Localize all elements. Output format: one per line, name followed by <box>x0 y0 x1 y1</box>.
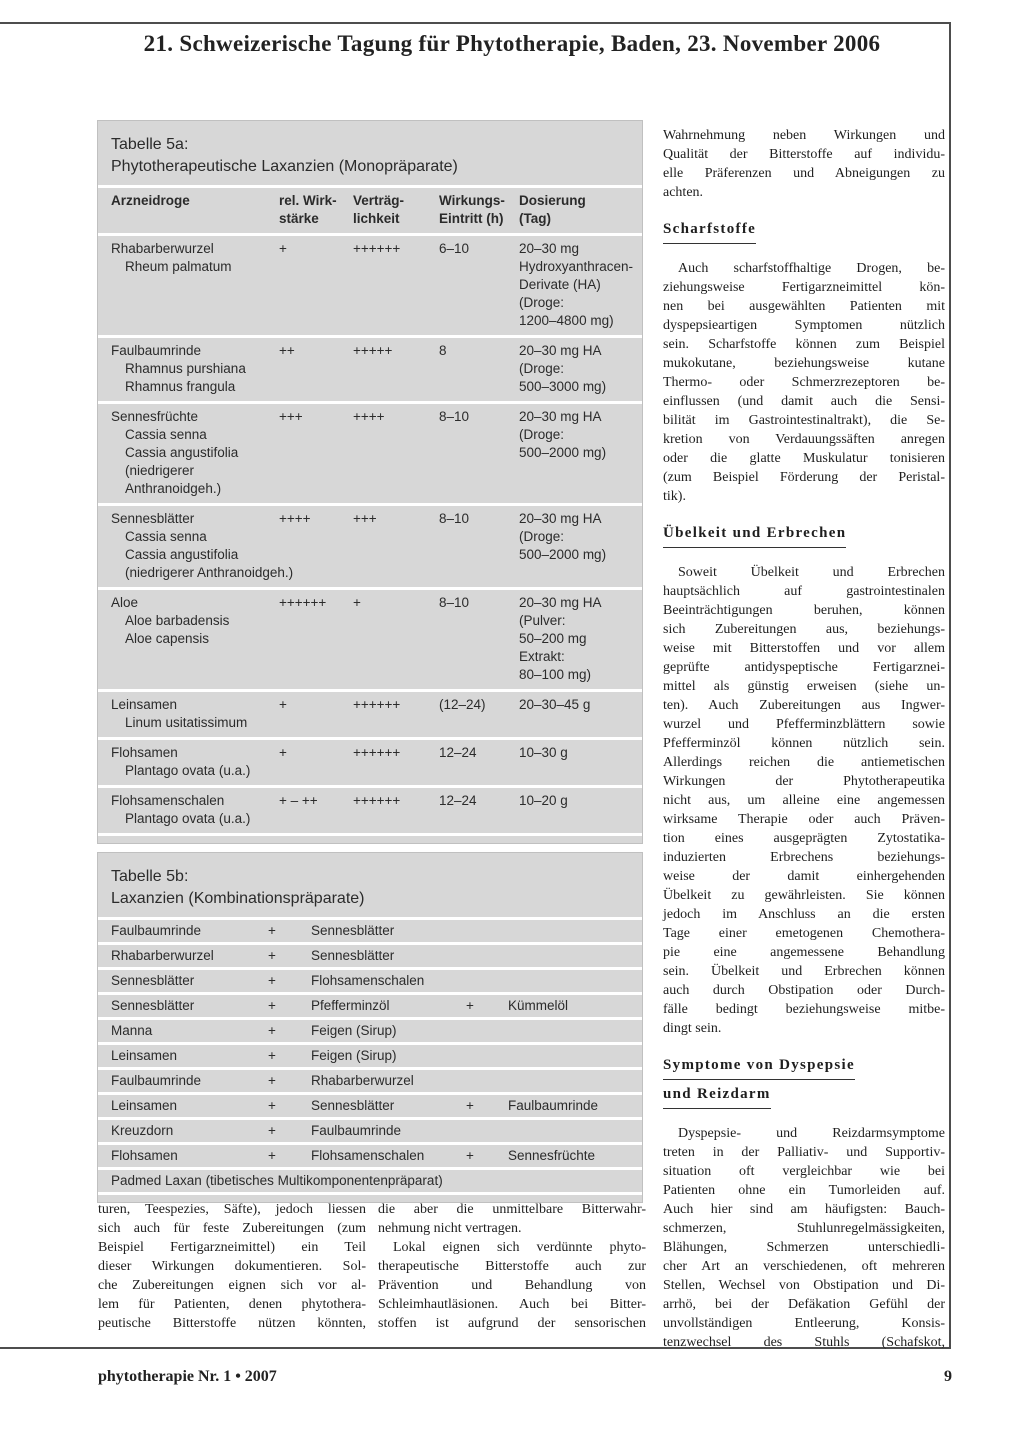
table-5a <box>97 120 643 844</box>
body-text-line: hauptsächlich auf gastrointestinalen <box>663 584 945 599</box>
combination-cell: Kümmelöl <box>508 998 569 1013</box>
body-text-line: Prävention und Behandlung von <box>378 1278 646 1293</box>
tolerance-cell <box>353 792 439 828</box>
body-text-line: elle Präferenzen und Abneigungen zu <box>663 166 945 181</box>
latin-name-line: Rheum palmatum <box>125 259 232 274</box>
dosage-line: 20–30 mg HA <box>519 343 602 358</box>
body-text-line: cher Art an verschiedenen, oft mehreren <box>663 1259 945 1274</box>
combination-cell: + <box>268 948 276 963</box>
body-text-line: mittel als günstig erweisen (siehe un- <box>663 679 945 694</box>
table-5a-row <box>98 335 642 401</box>
tolerance-cell <box>353 594 439 684</box>
latin-name-line: Aloe capensis <box>125 631 210 646</box>
combination-cell: Rhabarberwurzel <box>311 1073 414 1088</box>
tolerance-cell <box>353 342 439 396</box>
dosage-line: 20–30 mg HA <box>519 409 602 424</box>
body-text-line: Schleimhautläsionen. Auch bei Bitter- <box>378 1297 646 1312</box>
body-text-line: sich Zubereitungen aus, beziehungs- <box>663 622 945 637</box>
table-5b-row <box>98 917 642 942</box>
tolerance-cell <box>353 408 439 498</box>
dosage-line: Derivate (HA) <box>519 277 601 292</box>
dosage-cell <box>519 510 636 582</box>
body-text-line: achten. <box>663 185 704 200</box>
latin-name-line: Plantago ovata (u.a.) <box>125 763 251 778</box>
table-5b-rows <box>98 917 642 1192</box>
latin-name-line: Cassia angustifolia <box>125 547 239 562</box>
onset-cell <box>439 594 519 684</box>
table-5b-row <box>98 942 642 967</box>
onset-cell <box>439 342 519 396</box>
body-text-line: weise mit Bitterstoffen und vor allem <box>663 641 945 656</box>
dosage-line: (Droge: <box>519 529 565 544</box>
onset-cell <box>439 792 519 828</box>
column-header-line: Wirkungs- <box>439 193 505 208</box>
drug-name-cell <box>111 408 279 498</box>
latin-name-line: Aloe barbadensis <box>125 613 230 628</box>
body-text-line: Beispiel Fertigarzneimittel) ein Teil <box>98 1240 366 1255</box>
onset-cell <box>439 696 519 732</box>
latin-name-line: Anthranoidgeh.) <box>125 481 222 496</box>
onset-cell-value: (12–24) <box>439 697 486 712</box>
drug-name-line: Sennesblätter <box>111 511 195 526</box>
body-text-line: pie eine angemessene Behandlung <box>663 945 945 960</box>
table-5b <box>97 852 643 1203</box>
body-text-line: peutische Bitterstoffe nützen könnten, <box>98 1316 366 1331</box>
paragraph <box>663 126 945 202</box>
table-5b-row <box>98 1042 642 1067</box>
table-5a-row <box>98 503 642 587</box>
dosage-cell <box>519 408 636 498</box>
combination-cell: + <box>268 923 276 938</box>
body-text-line: jedoch im Anschluss an die ersten <box>663 907 945 922</box>
onset-cell <box>439 510 519 582</box>
combination-cell <box>508 1122 636 1139</box>
bottom-left-column <box>98 1200 366 1333</box>
table-5a-end-rule <box>98 833 642 843</box>
dosage-line: 20–30 mg HA <box>519 511 602 526</box>
combination-cell: + <box>268 1023 276 1038</box>
body-text-line: die aber die unmittelbare Bitterwahr- <box>378 1202 646 1217</box>
body-text-line: situation oft vergleichbar wie bei <box>663 1164 945 1179</box>
paragraph <box>378 1238 646 1333</box>
combination-cell: Feigen (Sirup) <box>311 1023 397 1038</box>
dosage-cell <box>519 594 636 684</box>
table-5b-row-full <box>98 1167 642 1192</box>
bottom-middle-column <box>378 1200 646 1333</box>
strength-cell-value: ++++++ <box>279 595 327 610</box>
combination-cell: + <box>268 973 276 988</box>
table-5a-column-header <box>439 192 519 228</box>
combination-cell: + <box>268 1048 276 1063</box>
strength-cell-value: +++ <box>279 409 303 424</box>
combination-cell <box>466 1072 508 1089</box>
strength-cell-value: + – ++ <box>279 793 318 808</box>
table-5a-header-row <box>98 185 642 233</box>
drug-name-line: Sennesfrüchte <box>111 409 199 424</box>
body-text-line: auch durch Obstipation oder Durch- <box>663 983 945 998</box>
table-5b-row <box>98 967 642 992</box>
dosage-line: 80–100 mg) <box>519 667 592 682</box>
table-5a-caption-line2: Phytotherapeutische Laxanzien (Monopräparate) <box>111 158 458 175</box>
section-heading-text: und Reizdarm <box>663 1084 771 1109</box>
body-text-line: che Zubereitungen eignen sich vor al- <box>98 1278 366 1293</box>
body-text-line: Beeinträchtigungen beruhen, können <box>663 603 945 618</box>
table-5b-caption <box>98 853 642 917</box>
tolerance-cell <box>353 696 439 732</box>
drug-name-line: Faulbaumrinde <box>111 343 202 358</box>
body-text-line: schmerzen, Stuhlunregelmässigkeiten, <box>663 1221 945 1236</box>
tolerance-cell-value: +++ <box>353 511 377 526</box>
combination-cell <box>508 972 636 989</box>
tolerance-cell <box>353 240 439 330</box>
column-header-line: rel. Wirk- <box>279 193 337 208</box>
top-rule <box>0 22 951 24</box>
combination-cell <box>508 922 636 939</box>
strength-cell <box>279 792 353 828</box>
table-5b-row <box>98 1117 642 1142</box>
section-heading-line <box>663 1055 945 1080</box>
body-text-line: Allerdings reichen die antiemetischen <box>663 755 945 770</box>
table-5a-caption-line1: Tabelle 5a: <box>111 136 189 153</box>
table-5a-column-header <box>353 192 439 228</box>
table-5a-caption <box>98 121 642 185</box>
strength-cell-value: ++++ <box>279 511 311 526</box>
section-heading-line <box>663 1084 945 1109</box>
body-text-line: mukokutane, beziehungsweise kutane <box>663 356 945 371</box>
combination-cell <box>466 972 508 989</box>
combination-cell: Sennesblätter <box>311 1098 395 1113</box>
table-5b-row <box>98 1142 642 1167</box>
body-text-line: ten). Auch Zubereitungen aus Ingwer- <box>663 698 945 713</box>
combination-cell: Sennesblätter <box>111 973 195 988</box>
body-text-line: nicht aus, um alleine eine angemessen <box>663 793 945 808</box>
tolerance-cell <box>353 744 439 780</box>
body-text-line: wurzel und Pfefferminzblättern sowie <box>663 717 945 732</box>
combination-cell: Flohsamenschalen <box>311 1148 425 1163</box>
dosage-line: 20–30 mg <box>519 241 580 256</box>
dosage-line: 20–30 mg HA <box>519 595 602 610</box>
latin-name-line: Cassia angustifolia <box>125 445 239 460</box>
latin-name-line: Plantago ovata (u.a.) <box>125 811 251 826</box>
paragraph <box>663 259 945 506</box>
onset-cell-value: 6–10 <box>439 241 470 256</box>
paragraph <box>378 1200 646 1238</box>
onset-cell <box>439 240 519 330</box>
body-text-line: tenzwechsel des Stuhls (Schafskot, <box>663 1335 945 1350</box>
column-header-line: Verträg- <box>353 193 405 208</box>
page-header-title: 21. Schweizerische Tagung für Phytotherapie, Baden, 23. November 2006 <box>143 31 881 56</box>
combination-cell: Rhabarberwurzel <box>111 948 214 963</box>
combination-cell: + <box>268 1098 276 1113</box>
table-5a-row <box>98 737 642 785</box>
drug-name-cell <box>111 342 279 396</box>
latin-name-line: Cassia senna <box>125 529 207 544</box>
section-heading-text: Übelkeit und Erbrechen <box>663 523 846 548</box>
column-header-line: Eintritt (h) <box>439 211 504 226</box>
combination-cell: Manna <box>111 1023 153 1038</box>
combination-cell: Kreuzdorn <box>111 1123 174 1138</box>
dosage-line: 500–2000 mg) <box>519 445 607 460</box>
body-text-line: dingt sein. <box>663 1021 722 1036</box>
latin-name-line: (niedrigerer Anthranoidgeh.) <box>125 565 294 580</box>
dosage-line: 50–200 mg <box>519 631 587 646</box>
body-text-line: fälle bedingt beziehungsweise mitbe- <box>663 1002 945 1017</box>
combination-cell: Leinsamen <box>111 1098 178 1113</box>
table-5a-row <box>98 785 642 833</box>
table-5a-row <box>98 401 642 503</box>
table-5a-column-header <box>111 192 279 228</box>
combination-cell: + <box>268 1148 276 1163</box>
combination-cell <box>508 1072 636 1089</box>
table-5b-caption-line1: Tabelle 5b: <box>111 868 189 885</box>
onset-cell-value: 8–10 <box>439 409 470 424</box>
drug-name-cell <box>111 594 279 684</box>
latin-name-line: Linum usitatissimum <box>125 715 248 730</box>
table-5b-row <box>98 1092 642 1117</box>
table-5a-row <box>98 689 642 737</box>
combination-cell <box>466 1047 508 1064</box>
body-text-line: einflussen (und damit auch die Sensi- <box>663 394 945 409</box>
body-text-line: Wirkungen der Phytotherapeutika <box>663 774 945 789</box>
dosage-cell <box>519 240 636 330</box>
drug-name-line: Flohsamen <box>111 745 178 760</box>
combination-cell: Leinsamen <box>111 1048 178 1063</box>
tolerance-cell-value: ++++++ <box>353 745 401 760</box>
combination-cell: Faulbaumrinde <box>111 1073 202 1088</box>
combination-cell: + <box>268 1073 276 1088</box>
tolerance-cell-value: + <box>353 595 361 610</box>
strength-cell <box>279 696 353 732</box>
body-text-line: (zum Beispiel Förderung der Peristal- <box>663 470 945 485</box>
table-5a-column-header <box>519 192 636 228</box>
combination-cell: + <box>268 1123 276 1138</box>
strength-cell-value: + <box>279 697 287 712</box>
tolerance-cell-value: ++++ <box>353 409 385 424</box>
latin-name-line: Rhamnus purshiana <box>125 361 246 376</box>
body-text-line: Auch scharfstoffhaltige Drogen, be- <box>678 261 945 276</box>
table-5b-row <box>98 1017 642 1042</box>
combination-full-line: Padmed Laxan (tibetisches Multikomponentenpräparat) <box>111 1173 443 1188</box>
combination-cell: Sennesfrüchte <box>508 1148 596 1163</box>
column-header-line: Dosierung <box>519 193 586 208</box>
dosage-cell <box>519 744 636 780</box>
dosage-cell <box>519 696 636 732</box>
drug-name-line: Aloe <box>111 595 139 610</box>
body-text-line: nehmung nicht vertragen. <box>378 1221 522 1236</box>
body-text-line: Thermo- oder Schmerzrezeptoren be- <box>663 375 945 390</box>
body-text-line: tik). <box>663 489 686 504</box>
strength-cell <box>279 510 353 582</box>
section-heading <box>663 523 945 548</box>
drug-name-line: Leinsamen <box>111 697 178 712</box>
body-text-line: turen, Teespezies, Säfte), jedoch liessen <box>98 1202 366 1217</box>
latin-name-line: Rhamnus frangula <box>125 379 236 394</box>
paragraph <box>663 563 945 1038</box>
combination-cell: Sennesblätter <box>311 948 395 963</box>
onset-cell-value: 8–10 <box>439 511 470 526</box>
paragraph <box>663 1124 945 1352</box>
strength-cell <box>279 342 353 396</box>
strength-cell <box>279 594 353 684</box>
table-5b-row <box>98 1067 642 1092</box>
dosage-line: (Droge: <box>519 361 565 376</box>
body-text-line: Pfefferminzöl können nützlich sein. <box>663 736 945 751</box>
column-header-line: (Tag) <box>519 211 551 226</box>
latin-name-line: (niedrigerer <box>125 463 195 478</box>
body-text-line: arrhö, bei der Defäkation Gefühl der <box>663 1297 945 1312</box>
dosage-line: 1200–4800 mg) <box>519 313 614 328</box>
dosage-line: 500–2000 mg) <box>519 547 607 562</box>
body-text-line: Lokal eignen sich verdünnte phyto- <box>393 1240 646 1255</box>
body-text-line: nen bei ausgewählten Patienten mit <box>663 299 945 314</box>
paragraph <box>98 1200 366 1333</box>
tolerance-cell-value: ++++++ <box>353 241 401 256</box>
combination-cell <box>508 1047 636 1064</box>
body-text-line: lem für Patienten, denen phytothera- <box>98 1297 366 1312</box>
body-text-line: sich auch für feste Zubereitungen (zum <box>98 1221 366 1236</box>
drug-name-line: Rhabarberwurzel <box>111 241 214 256</box>
combination-cell <box>466 1022 508 1039</box>
body-text-line: Tage einer emetogenen Chemothera- <box>663 926 945 941</box>
section-heading-text: Symptome von Dyspepsie <box>663 1055 855 1080</box>
combination-cell <box>466 947 508 964</box>
body-text-line: Patienten ohne ein Tumorleiden auf. <box>663 1183 945 1198</box>
drug-name-cell <box>111 240 279 330</box>
footer-journal-label: phytotherapie Nr. 1 • 2007 <box>98 1368 277 1385</box>
section-heading-line <box>663 523 945 548</box>
column-header-line: Arzneidroge <box>111 193 190 208</box>
onset-cell-value: 12–24 <box>439 745 477 760</box>
body-text-line: oder die glatte Muskulatur tonisieren <box>663 451 945 466</box>
body-text-line: dieser Wirkungen dokumentieren. Sol- <box>98 1259 366 1274</box>
combination-cell <box>508 947 636 964</box>
body-text-line: stoffen ist aufgrund der sensorischen <box>378 1316 646 1331</box>
body-text-line: unvollständigen Entleerung, Konsis- <box>663 1316 945 1331</box>
tolerance-cell <box>353 510 439 582</box>
strength-cell-value: + <box>279 241 287 256</box>
dosage-line: Extrakt: <box>519 649 565 664</box>
onset-cell-value: 12–24 <box>439 793 477 808</box>
body-text-line: Blähungen, Schmerzen unterschiedli- <box>663 1240 945 1255</box>
table-5a-rows <box>98 233 642 833</box>
dosage-cell <box>519 792 636 828</box>
combination-cell: Feigen (Sirup) <box>311 1048 397 1063</box>
body-text-line: treten in der Palliativ- und Supportiv- <box>663 1145 945 1160</box>
dosage-line: (Droge: <box>519 295 565 310</box>
drug-name-line: Flohsamenschalen <box>111 793 225 808</box>
combination-cell <box>466 1122 508 1139</box>
combination-cell: + <box>466 1148 474 1163</box>
drug-name-cell <box>111 696 279 732</box>
body-text-line: sein. Übelkeit und Erbrechen können <box>663 964 945 979</box>
section-heading-text: Scharfstoffe <box>663 219 756 244</box>
body-text-line: Qualität der Bitterstoffe auf individu- <box>663 147 945 162</box>
dosage-line: 10–20 g <box>519 793 568 808</box>
table-5a-row <box>98 587 642 689</box>
dosage-cell <box>519 342 636 396</box>
onset-cell-value: 8–10 <box>439 595 470 610</box>
body-text-line: Soweit Übelkeit und Erbrechen <box>678 565 945 580</box>
strength-cell <box>279 744 353 780</box>
strength-cell-value: + <box>279 745 287 760</box>
section-heading-line <box>663 219 945 244</box>
onset-cell-value: 8 <box>439 343 447 358</box>
body-text-line: geprüfte antidyspeptische Fertigarznei- <box>663 660 945 675</box>
drug-name-cell <box>111 510 294 582</box>
dosage-line: (Pulver: <box>519 613 566 628</box>
combination-cell: Pfefferminzöl <box>311 998 390 1013</box>
footer-page-number: 9 <box>944 1368 952 1385</box>
dosage-line: 500–3000 mg) <box>519 379 607 394</box>
strength-cell <box>279 408 353 498</box>
body-text-line: Dyspepsie- und Reizdarmsymptome <box>678 1126 945 1141</box>
combination-cell <box>508 1022 636 1039</box>
body-text-line: ziehungsweise Fertigarzneimittel kön- <box>663 280 945 295</box>
body-text-line: induzierten Erbrechens beziehungs- <box>663 850 945 865</box>
dosage-line: 20–30–45 g <box>519 697 591 712</box>
tolerance-cell-value: ++++++ <box>353 793 401 808</box>
body-text-line: sein. Scharfstoffe können zum Beispiel <box>663 337 945 352</box>
body-text-line: kretion von Verdauungssäften anregen <box>663 432 945 447</box>
column-header-line: stärke <box>279 211 319 226</box>
drug-name-cell <box>111 792 279 828</box>
latin-name-line: Cassia senna <box>125 427 207 442</box>
drug-name-cell <box>111 744 279 780</box>
table-5a-row <box>98 233 642 335</box>
table-5b-caption-line2: Laxanzien (Kombinationspräparate) <box>111 890 365 907</box>
onset-cell <box>439 744 519 780</box>
body-text-line: tion eines ausgeprägten Zytostatika- <box>663 831 945 846</box>
combination-cell: Faulbaumrinde <box>311 1123 402 1138</box>
right-column <box>663 126 945 1352</box>
combination-cell: Flohsamen <box>111 1148 178 1163</box>
section-heading <box>663 219 945 244</box>
tolerance-cell-value: +++++ <box>353 343 393 358</box>
section-heading <box>663 1055 945 1109</box>
column-header-line: lichkeit <box>353 211 400 226</box>
body-text-line: Auch hier sind am häufigsten: Bauch- <box>663 1202 945 1217</box>
combination-cell <box>466 922 508 939</box>
dosage-line: (Droge: <box>519 427 565 442</box>
onset-cell <box>439 408 519 498</box>
table-5b-row <box>98 992 642 1017</box>
combination-cell: Sennesblätter <box>311 923 395 938</box>
tolerance-cell-value: ++++++ <box>353 697 401 712</box>
body-text-line: wirksame Therapie oder auch Präven- <box>663 812 945 827</box>
combination-cell: Sennesblätter <box>111 998 195 1013</box>
body-text-line: Wahrnehmung neben Wirkungen und <box>663 128 945 143</box>
combination-cell: + <box>466 1098 474 1113</box>
table-5a-column-header <box>279 192 353 228</box>
combination-cell: Faulbaumrinde <box>508 1098 599 1113</box>
combination-cell: + <box>268 998 276 1013</box>
strength-cell <box>279 240 353 330</box>
body-text-line: dyspepsieartigen Symptomen nützlich <box>663 318 945 333</box>
body-text-line: Übelkeit zu gewährleisten. Sie können <box>663 888 945 903</box>
body-text-line: weise der damit einhergehenden <box>663 869 945 884</box>
dosage-line: Hydroxyanthracen- <box>519 259 634 274</box>
combination-cell: Flohsamenschalen <box>311 973 425 988</box>
body-text-line: Stellen, Wechsel von Obstipation und Di- <box>663 1278 945 1293</box>
strength-cell-value: ++ <box>279 343 295 358</box>
dosage-line: 10–30 g <box>519 745 568 760</box>
right-rule <box>949 22 951 1349</box>
combination-cell: Faulbaumrinde <box>111 923 202 938</box>
body-text-line: therapeutische Bitterstoffe auch zur <box>378 1259 646 1274</box>
body-text-line: bilität im Gastrointestinaltrakt), die Se- <box>663 413 945 428</box>
combination-cell: + <box>466 998 474 1013</box>
